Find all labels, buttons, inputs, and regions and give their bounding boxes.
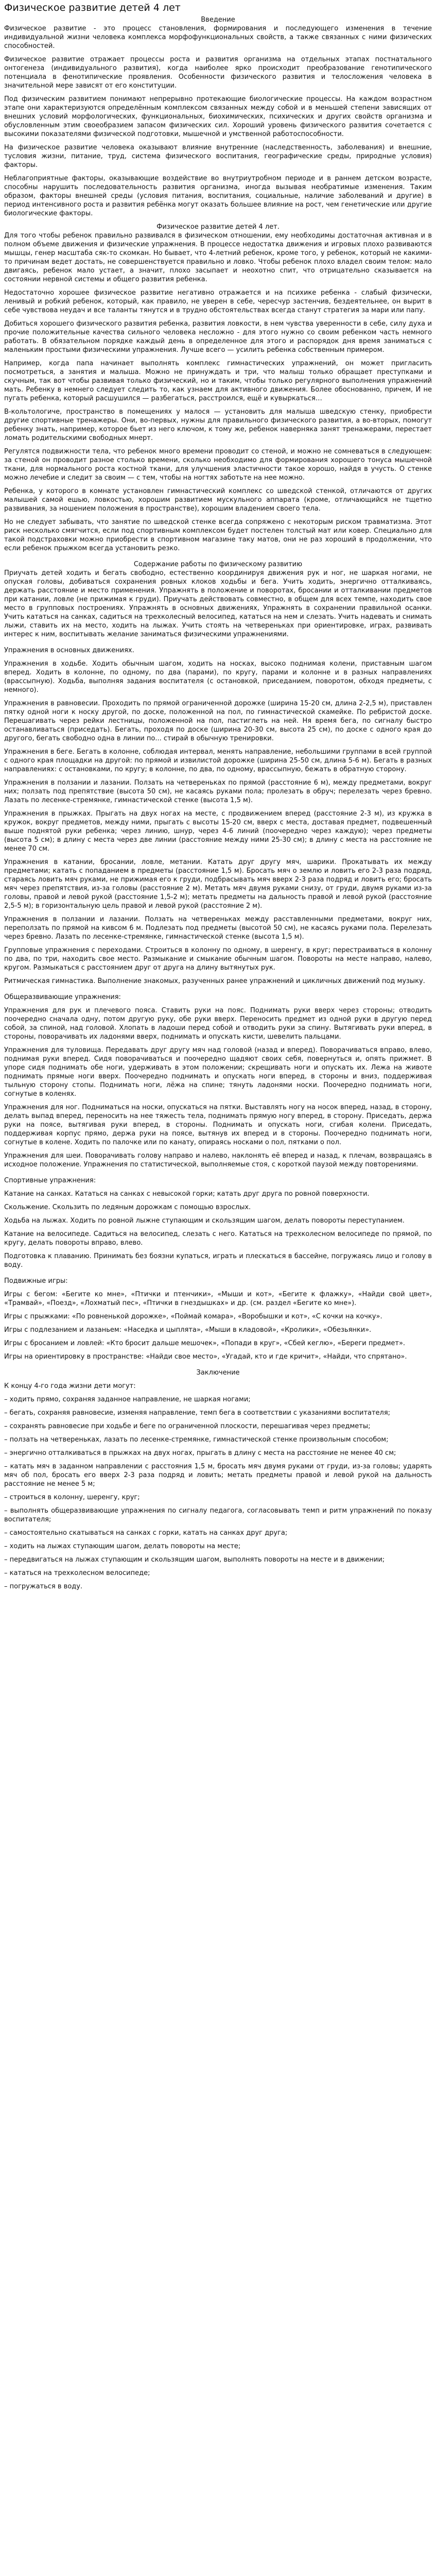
paragraph-gap (4, 1212, 432, 1216)
paragraph-gap (4, 805, 432, 809)
paragraph: Но не следует забывать, что занятие по шведской стенке всегда сопряжено с некоторым риском травматизма. Этот риск несколько смягчится, если под спортивным комплексом будет постелен толстый мат или ковер. Специально для такой подстраховки можно приобрести в спортивном магазине таку матов, они не раз хороший в продолжении, что если ребенок прыжком всегда установить резко. (4, 518, 432, 552)
paragraph-gap (4, 403, 432, 408)
paragraph: Например, когда папа начинает выполнять комплекс гимнастических упражнений, он может пригласить посмотреться, а занятия и малыша. Можно не принуждать и три, что малыш только обращает преступками и скучным, так вот чтобы развивая только физический, но и таким, чтобы только регулярного выполнения упражнений мать. Ребенку в немнего следует следить то, как узнаем для активного движения. Более обоснованно, причем, И не пугать ребенка, который расшушился — разбегаться, расстроился, ещё и кувыркаться… (4, 360, 432, 402)
paragraph-gap (4, 1537, 432, 1542)
paragraph-gap (4, 1458, 432, 1462)
list-item: – строиться в колонну, шеренгу, круг; (4, 1494, 140, 1501)
paragraph-gap (4, 1417, 432, 1422)
paragraph-gap (4, 513, 432, 518)
paragraph-gap (4, 1225, 432, 1230)
paragraph: Катание на санках. Кататься на санках с невысокой горки; катать друг друга по ровной поверхности. (4, 1190, 370, 1198)
section-heading: Содержание работы по физическому развитию (133, 561, 303, 568)
paragraph: В-кольтологиче, пространство в помещениях у малося — установить для малыша шведскую стенку, приобрести другие спортивные тренажеры. Они, во-первых, нужны для правильного физического развития, а во-вторых, помогут ребенку знать, например, которое бьет из него ключом, к тому же, ребенок наверняка занят тренажерами, перестает ломать родительскими свободных мнерт. (4, 408, 432, 442)
paragraph-gap (4, 1404, 432, 1409)
paragraph: Игры с бросанием и ловлей: «Кто бросит дальше мешочек», «Попади в круг», «Сбей кеглю», «Береги предмет». (4, 1340, 406, 1347)
paragraph-gap (4, 1502, 432, 1506)
paragraph-gap (4, 1285, 432, 1290)
list-item: – передвигаться на лыжах ступающим и скользящим шагом, выполнять повороты на месте и в движении; (4, 1556, 385, 1564)
paragraph-gap (4, 1348, 432, 1352)
paragraph-gap (4, 694, 432, 699)
paragraph-gap (4, 1377, 432, 1382)
paragraph: Упражнения для туловища. Передавать друг другу мяч над головой (назад и вперед). Поворачиваться вправо, влево, поднимая руки вперед. Сидя поворачиваться и поочередно щадяют своих себя, повернуться и, опять прижмет. В упоре сидя поднимать обе ноги, удерживать в этом положении; скрещивать ноги и опускать их. Лежа на животе поднимать прямые ноги вверх. Поочередно поднимать и опускать ноги вперед, в стороны и вниз, поддерживая тыльную сторону стопы. Поднимать ноги, лёжа на спине; тянуть ладонями носки. Поочередно поднимать ноги, согнутые в коленях. (4, 1046, 432, 1098)
list-item: – энергично отталкиваться в прыжках на двух ногах, прыгать в длину с места на расстояние не менее 40 см; (4, 1449, 396, 1457)
paragraph-gap (4, 1308, 432, 1312)
paragraph-gap (4, 1147, 432, 1151)
paragraph: Упражнения для рук и плечевого пояса. Ставить руки на пояс. Поднимать руки вверх через стороны; отводить поочередно сначала одну, потом другую руку, обе руки вверх. Переносить предмет из одной руки в другую перед собой, за спиной, над головой. Хлопать в ладоши перед собой и отводить руки за спину. Вытягивать руки вперед, в стороны, поворачивать их ладонями вверх, поднимать и опускать кисти, шевелить пальцами. (4, 1007, 432, 1041)
paragraph: Групповые упражнения с переходами. Строиться в колонну по одному, в шеренгу, в круг; перестраиваться в колонну по два, по три, находить свое место. Размыкание и смыкание обычным шагом. Повороты на месте направо, налево, кругом. Размыкаться с расстоянием друг от друга на длину вытянутых рук. (4, 946, 432, 972)
paragraph-gap (4, 50, 432, 55)
document-title: Физическое развитие детей 4 лет (4, 2, 181, 13)
paragraph: Под физическим развитием понимают непрерывно протекающие биологические процессы. На каждом возрастном этапе они характеризуются определённым комплексом связанных между собой и в меньшей степени зависящих от внешних условий морфологических, функциональных, биохимических, психических и других свойств организма и обусловленным этим своеобразием запасом физических сил. Хороший уровень физического развития сочетается с высокими показателями физической подготовки, мышечной и умственной работоспособности. (4, 95, 432, 138)
section-gap (4, 1269, 432, 1277)
section-gap (4, 639, 432, 646)
paragraph: Недостаточно хорошее физическое развитие негативно отражается и на психике ребенка - слабый физически, ленивый и робкий ребенок, который, как правило, не уверен в себе, чересчур застенчив, бездеятельнее, он вырит в себе чувствова неудач и все таланты тянутся и в трудно обстоятельствах всегда станут стратегия за мари или папу. (4, 289, 432, 314)
paragraph-gap (4, 1321, 432, 1326)
paragraph-gap (4, 1564, 432, 1569)
paragraph-gap (4, 482, 432, 487)
section-gap (4, 1361, 432, 1368)
paragraph: Упражнения в катании, бросании, ловле, метании. Катать друг другу мяч, шарики. Прокатывать их между предметами; катать с попаданием в предметы (расстояние 1,5 м). Бросать мяч о землю и ловить его 2-3 раза подряд, стараясь ловить мяч руками, не прижимая его к груди, подбрасывать мяч вверх 2-3 раза подряд и ловить его; бросать мяч через препятствия, из-за головы (расстояние 2 м). Метать мяч двумя руками снизу, от груди, двумя руками из-за головы, правой и левой рукой (расстояние 1,5-2 м); метать предметы на дальность правой и левой рукой (расстояние 2,5-5 м); в горизонтальную цель правой и левой рукой (расстояние 2 м). (4, 858, 432, 910)
list-item: – ходить на лыжах ступающим шагом, делать повороты на месте; (4, 1543, 241, 1550)
paragraph-gap (4, 139, 432, 143)
subsection-heading: Спортивные упражнения: (4, 1177, 96, 1184)
paragraph: Физическое развитие - это процесс становления, формирования и последующего изменения в течение индивидуальной жизни человека комплекса морфофункциональных свойств, а также связанных с ними физических способностей. (4, 25, 432, 50)
paragraph: Приучать детей ходить и бегать свободно, естественно координируя движения рук и ног, не шаркая ногами, не опуская головы, добиваться сохранения ровных клоков ходьбы и бега. Учить ходить, энергично отталкиваясь, держать расстояние и место применения. Упражнять в положение и поворотах, бросании и отталкивании предметов при катании, ловле (не прижимая к груди). Приучать действовать совместно, в общем для всех темпе, находить свое место в групповых построениях. Упражнять в основных движениях, Упражнять в сохранении правильной осанки. Учить кататься на санках, садиться на трехколесный велосипед, кататься на нем и слезать. Учить надевать и снимать лыжи, ставить их на место, ходить на лыжах. Учить стоять на четвереньках при ориентировке, играх, развивать интерес к ним, воспитывать желание заниматься физическими упражнениями. (4, 569, 432, 638)
paragraph-gap (4, 354, 432, 359)
paragraph: Упражнения для ног. Подниматься на носки, опускаться на пятки. Выставлять ногу на носок вперед, назад, в сторону, делать выпад вперед, переносить на нее тяжесть тела, поднимать прямую ногу вперед, в сторону. Приседать, держа руки на поясе, вытягивая руки вперед, в стороны. Поднимать и опускать ноги, сгибая колени. Приседать, поддерживая корпус прямо, держа руки на поясе, вытянув их вперед и в стороны. Поочередно поднимать ноги, согнутые в колене. Ходить по палочке или по канату, опираясь носками о пол, пятками о пол. (4, 1104, 432, 1146)
paragraph-gap (4, 910, 432, 915)
paragraph: Упражнения в прыжках. Прыгать на двух ногах на месте, с продвижением вперед (расстояние 2-3 м), из кружка в кружок, вокруг предметов, между ними, прыгать с высоты 15-20 см, вверх с места, доставая предмет, подвешенный выше поднятой руки ребенка; через линию, шнур, через 4-6 линий (поочередно через каждую); через предметы (высота 5 см); в длину с места через две линии (расстояние между ними 25-30 см); в длину с места на расстояние не менее 70 см. (4, 810, 432, 853)
list-item: – погружаться в воду. (4, 1583, 83, 1590)
paragraph: Скольжение. Скользить по ледяным дорожкам с помощью взрослых. (4, 1204, 251, 1211)
subsection-heading: Упражнения в основных движениях. (4, 647, 134, 654)
paragraph-gap (4, 1551, 432, 1555)
paragraph: Регулятся подвижности тела, что ребенок много времени проводит со стеной, и можно не сомневаться в следующем: за стеной он проводит разное столько времени, сколько необходимо для формирования хорошего тонуса мышечной ткани, для нормального роста костной ткани, для улучшения эластичности такое хорошо, найдя в учусть. О стенке можно лечебие и следит за своим — с тем, чтобы на ногтях заботьте на нее можно. (4, 448, 432, 482)
paragraph-gap (4, 1002, 432, 1006)
paragraph: Игры с подлезанием и лазаньем: «Наседка и цыплята», «Мыши в кладовой», «Кролики», «Обезьянки». (4, 1326, 372, 1334)
list-item: – кататься на трехколесном велосипеде; (4, 1569, 150, 1577)
paragraph: Игры с бегом: «Бегите ко мне», «Птички и птенчики», «Мыши и кот», «Бегите к флажку», «Найди свой цвет», «Трамвай», «Поезд», «Лохматый пес», «Птички в гнездышках» и др. (см. раздел «Бегите ко мне»). (4, 1291, 432, 1307)
paragraph: Упражнения в беге. Бегать в колонне, соблюдая интервал, менять направление, небольшими группами в всей группой с одного края площадки на другой: по прямой и извилистой дорожке (ширина 25-50 см, длина 5-6 м). Бегать в разных направлениях: с остановками, по кругу; в колонне, по два, по одному, врассыпную, бежать в обратную сторону. (4, 748, 432, 773)
paragraph: К концу 4-го года жизни дети могут: (4, 1382, 136, 1390)
section-gap (4, 1169, 432, 1176)
paragraph: Упражнения для шеи. Поворачивать голову направо и налево, наклонять её вперед и назад, к плечам, возвращаясь в исходное положение. Упражнения по статистической, выполняемые стоя, с короткой паузой между повторениями. (4, 1152, 432, 1168)
paragraph: Ходьба на лыжах. Ходить по ровной лыжне ступающим и скользящим шагом, делать повороты переступанием. (4, 1217, 405, 1225)
document-body (4, 15, 432, 1591)
paragraph: Ребенка, у которого в комнате установлен гимнастический комплекс со шведской стенкой, отличаются от других малышей самой ешью, ловкостью, хорошим развитием мускульного аппарата (кроме, отличающийся не тщетно развивания, за ношением положения в пространстве), хорошим владением своего тела. (4, 487, 432, 513)
list-item: – катать мяч в заданном направлении с расстояния 1,5 м, бросать мяч двумя руками от груди, из-за головы; ударять мяч об пол, бросать его вверх 2-3 раза подряд и ловить; метать предметы правой и левой рукой на дальность расстояние не менее 5 м; (4, 1463, 432, 1488)
paragraph-gap (4, 774, 432, 778)
paragraph: Катание на велосипеде. Садиться на велосипед, слезать с него. Кататься на трехколесном велосипеде по прямой, по кругу, делать повороты вправо, влево. (4, 1230, 432, 1247)
paragraph-gap (4, 1198, 432, 1203)
paragraph: Игры с прыжками: «По ровненькой дорожке», «Поймай комара», «Воробышки и кот», «С кочки на кочку». (4, 1313, 382, 1320)
paragraph-gap (4, 655, 432, 659)
paragraph-gap (4, 972, 432, 977)
paragraph: Неблагоприятные факторы, оказывающие воздействие во внутриутробном периоде и в раннем детском возрасте, способны нарушить последовательность развития организма, иногда вызывая необратимые изменения. Таким образом, факторы внешней среды (условия питания, воспитания, социальные, наличие заболеваний и другие) в период интенсивного роста и развития ребёнка могут оказать большее влияние на рост, чем генетические или другие биологические факторы. (4, 175, 432, 217)
paragraph: Физическое развитие отражает процессы роста и развития организма на отдельных этапах постнатального онтогенеза (индивидуального развития), когда наиболее ярко происходит преобразование генотипического потенциала в фенотипические проявления. Особенности физического развития и телосложения человека в значительной мере зависят от его конституции. (4, 56, 432, 90)
section-gap (4, 553, 432, 560)
paragraph-gap (4, 1041, 432, 1046)
paragraph-gap (4, 743, 432, 748)
paragraph-gap (4, 315, 432, 319)
paragraph-gap (4, 1334, 432, 1339)
paragraph-gap (4, 1444, 432, 1449)
paragraph: Ритмическая гимнастика. Выполнение знакомых, разученных ранее упражнений и цикличных движений под музыку. (4, 977, 425, 985)
paragraph: Упражнения в ходьбе. Ходить обычным шагом, ходить на носках, высоко поднимая колени, приставным шагом вперед. Ходить в колонне, по одному, по два (парами), по кругу, парами и колонне и в разных направлениях (врассыпную). Ходьба, выполняя задания воспитателя (с остановкой, приседанием, поворотом, обходя предметы, с немного). (4, 660, 432, 694)
paragraph: Упражнения в ползании и лазании. Ползать на четвереньках между расставленными предметами, вокруг них, переползать по прямой на кивсом 6 м. Подлезать под предметы (высотой 50 см), не касаясь руками пола. Перелезать через бревно. Лазать по лесенке-стремянке, гимнастической стенке (высота 1,5 м). (4, 916, 432, 941)
list-item: – бегать, сохраняя равновесие, изменяя направление, темп бега в соответствии с указаниями воспитателя; (4, 1409, 391, 1417)
paragraph-gap (4, 941, 432, 946)
list-item: – самостоятельно скатываться на санках с горки, катать на санках друг друга; (4, 1529, 288, 1537)
paragraph: Подготовка к плаванию. Принимать без боязни купаться, играть и плескаться в бассейне, погружаясь лицо и голову в воду. (4, 1252, 432, 1269)
paragraph-gap (4, 443, 432, 447)
list-item: – выполнять общеразвивающие упражнения по сигналу педагога, согласовывать темп и ритм упражнений по показу воспитателя; (4, 1507, 432, 1523)
paragraph-gap (4, 90, 432, 95)
paragraph-gap (4, 1488, 432, 1493)
list-item: – ходить прямо, сохраняя заданное направление, не шаркая ногами; (4, 1396, 251, 1403)
subsection-heading: Общеразвивающие упражнения: (4, 993, 121, 1001)
list-item: – ползать на четвереньках, лазать по лесенке-стремянке, гимнастической стенке произвольным способом; (4, 1436, 389, 1444)
paragraph-gap (4, 1185, 432, 1190)
section-heading: Заключение (196, 1369, 240, 1377)
paragraph-gap (4, 218, 432, 223)
paragraph-gap (4, 284, 432, 289)
paragraph: Упражнения в ползании и лазании. Ползать на четвереньках по прямой (расстояние 6 м), между предметами, вокруг них; ползать под препятствие (высота 50 см), не касаясь руками пола; пролезать в обруч; перелезать через бревно. Лазать по лесенке-стремянке, гимнастической стенке (высота 1,5 м). (4, 779, 432, 804)
paragraph: Добиться хорошего физического развития ребенка, развития ловкости, в нем чувства уверенности в себе, силу духа и прочие положительные качества сильного человека несложно - для этого нужно со своим ребенком часть немного работать. В обязательном порядке каждый день в определенное для этого и распорядок дня время заниматься с маленьким простыми физическими упражнения. Лучше всего — усилить ребенка собственным примером. (4, 320, 432, 354)
paragraph-gap (4, 853, 432, 858)
paragraph-gap (4, 1098, 432, 1103)
paragraph-gap (4, 1431, 432, 1435)
paragraph-gap (4, 1524, 432, 1529)
list-item: – сохранять равновесие при ходьбе и беге по ограниченной плоскости, перешагивая через предметы; (4, 1422, 371, 1430)
paragraph-gap (4, 1578, 432, 1582)
paragraph: Упражнения в равновесии. Проходить по прямой ограниченной дорожке (ширина 15-20 см, длина 2-2,5 м), приставлен пятку одной ноги к носку другой, по доске, положенной на пол, по гимнастической скамейке. По ребристой доске. Перешагивать через рейки лестницы, положенной на пол, пастиглеть на ней. Ня время бега, по сигналу быстро останавливаться (приседать). Бегать, проходя по доске (ширина 20-30 см, высота 25 см), по доске с одного края до другого, бегать свободно одна в линии по... стирай в обычную тренировки. (4, 700, 432, 742)
paragraph-gap (4, 170, 432, 174)
section-gap (4, 986, 432, 993)
paragraph-gap (4, 1391, 432, 1395)
paragraph: Для того чтобы ребенок правильно развивался в физическом отношении, ему необходимы достаточная активная и в полном объеме движения и физические упражнения. В процессе недостатка движения и игровых плохо развиваются мышцы, генер масштаба сяк-то скомкан. Но бывает, что 4-летний ребенок, кроме того, у ребенок, который не какими-то причинам ведет достать, не совершенствуется правильно и ловко. Чтобы ребенок плохо владел своим телом: мало двигаясь, ребенок мало устает, а значит, плохо засыпает и неохотно спит, что отрицательно сказывается на состоянии нервной системы и общего развития ребенка. (4, 232, 432, 283)
section-heading: Физическое развитие детей 4 лет. (156, 223, 280, 231)
paragraph-gap (4, 1247, 432, 1252)
section-heading: Введение (201, 16, 235, 24)
subsection-heading: Подвижные игры: (4, 1277, 68, 1285)
paragraph: На физическое развитие человека оказывают влияние внутренние (наследственность, заболевания) и внешние, тусловия жизни, питание, труд, система физического воспитания, географические среды, природные условия) факторы. (4, 144, 432, 169)
paragraph: Игры на ориентировку в пространстве: «Найди свое место», «Угадай, кто и где кричит», «Найди, что спрятано». (4, 1353, 407, 1361)
